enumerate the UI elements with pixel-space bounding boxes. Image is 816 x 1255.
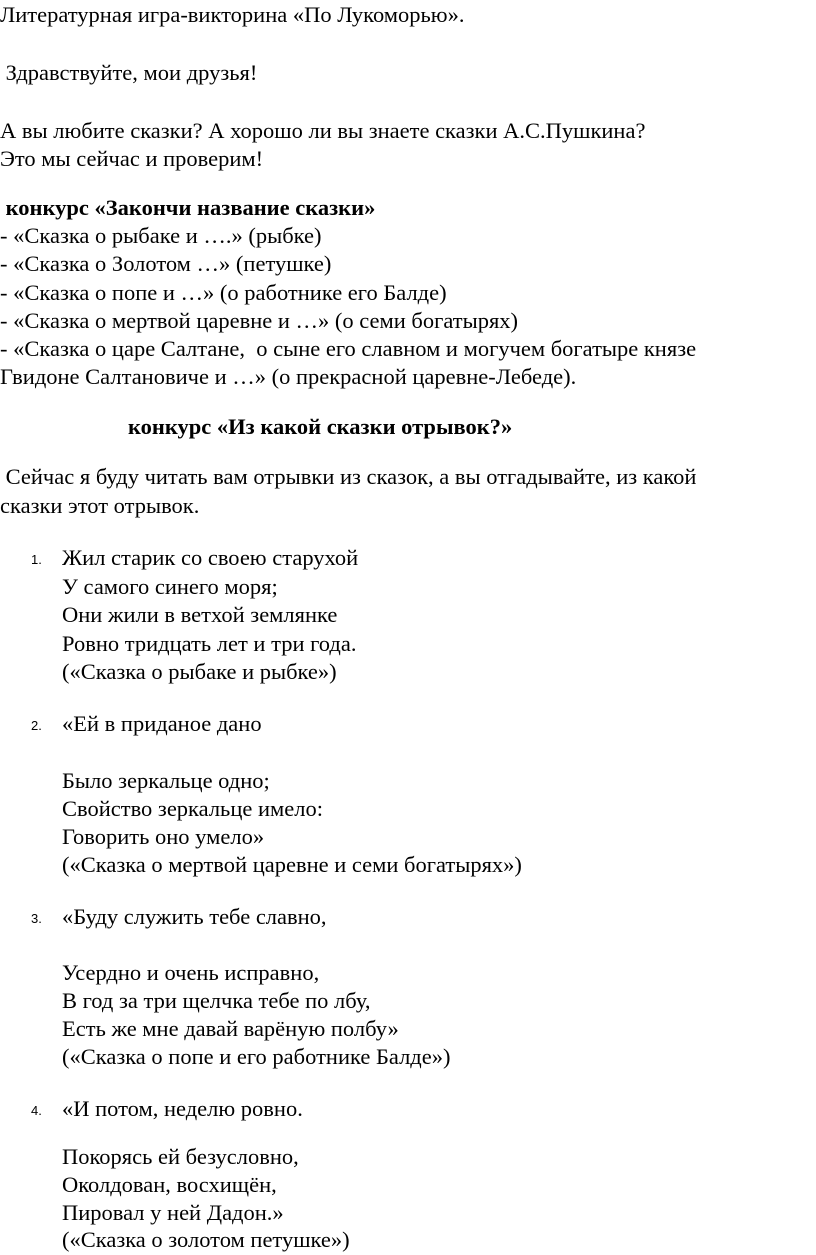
intro-line-1: А вы любите сказки? А хорошо ли вы знаете сказки А.С.Пушкина? (0, 118, 646, 143)
excerpt-answer: («Сказка о попе и его работнике Балде») (62, 1044, 451, 1069)
excerpt-line: У самого синего моря; (62, 574, 278, 599)
excerpt-answer: («Сказка о рыбаке и рыбке») (62, 659, 337, 684)
contest2-intro-line-2: сказки этот отрывок. (0, 493, 200, 518)
excerpt-line: Говорить оно умело» (62, 824, 265, 849)
excerpt-line: Околдован, восхищён, (62, 1172, 277, 1197)
excerpt-line: Пировал у ней Дадон.» (62, 1200, 284, 1225)
excerpt-line: Они жили в ветхой землянке (62, 602, 338, 627)
contest1-item-continued: Гвидоне Салтановиче и …» (о прекрасной царевне-Лебеде). (0, 364, 577, 389)
excerpt-number: 3. (31, 911, 42, 926)
contest2-heading: конкурс «Из какой сказки отрывок?» (128, 414, 513, 439)
excerpt-line: «И потом, неделю ровно. (62, 1096, 303, 1121)
excerpt-line: Покорясь ей безусловно, (62, 1144, 299, 1169)
contest1-item: - «Сказка о попе и …» (о работнике его Балде) (0, 280, 447, 305)
excerpt-line: «Буду служить тебе славно, (62, 904, 327, 929)
excerpt-line: «Ей в приданое дано (62, 711, 262, 736)
excerpt-number: 1. (31, 552, 42, 567)
excerpt-line: В год за три щелчка тебе по лбу, (62, 988, 371, 1013)
excerpt-line: Жил старик со своею старухой (62, 545, 359, 570)
excerpt-number: 2. (31, 718, 42, 733)
contest1-item: - «Сказка о Золотом …» (петушке) (0, 251, 332, 276)
greeting: Здравствуйте, мои друзья! (0, 60, 258, 85)
document-title: Литературная игра-викторина «По Лукоморью». (0, 2, 465, 27)
excerpt-answer: («Сказка о золотом петушке») (62, 1227, 350, 1252)
contest1-item: - «Сказка о мертвой царевне и …» (о семи богатырях) (0, 308, 519, 333)
contest1-item: - «Сказка о рыбаке и ….» (рыбке) (0, 223, 322, 248)
excerpt-number: 4. (31, 1103, 42, 1118)
excerpt-line: Было зеркальце одно; (62, 768, 270, 793)
contest1-item: - «Сказка о царе Салтане, о сыне его славном и могучем богатыре князе (0, 336, 697, 361)
excerpt-line: Усердно и очень исправно, (62, 960, 320, 985)
contest2-intro-line-1: Сейчас я буду читать вам отрывки из сказок, а вы отгадывайте, из какой (0, 464, 697, 489)
excerpt-answer: («Сказка о мертвой царевне и семи богатырях») (62, 852, 522, 877)
contest1-heading: конкурс «Закончи название сказки» (0, 195, 376, 220)
excerpt-line: Ровно тридцать лет и три года. (62, 631, 357, 656)
excerpt-line: Есть же мне давай варёную полбу» (62, 1016, 399, 1041)
intro-line-2: Это мы сейчас и проверим! (0, 146, 264, 171)
excerpt-line: Свойство зеркальце имело: (62, 796, 323, 821)
